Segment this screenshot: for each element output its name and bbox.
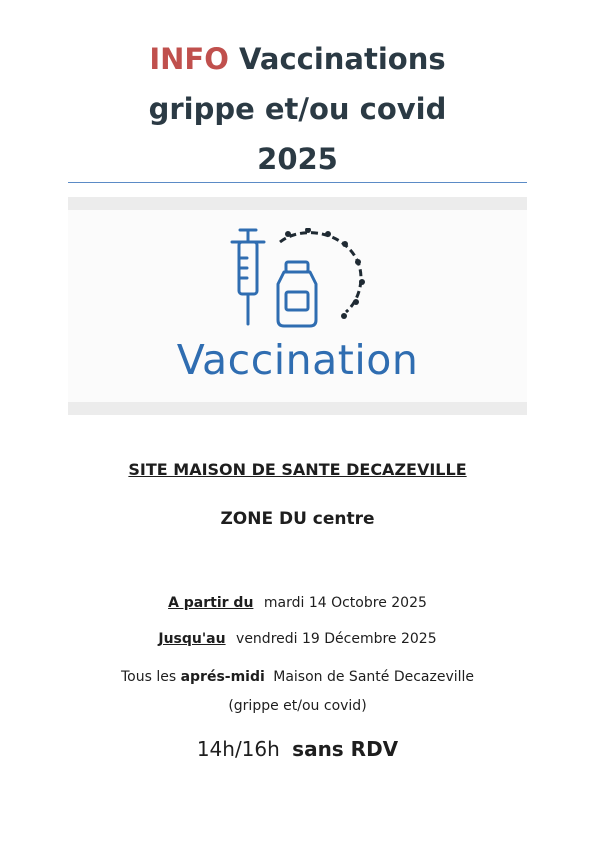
syringe-icon [232,230,264,324]
schedule-note: (grippe et/ou covid) [228,698,367,714]
banner-panel [68,210,527,402]
start-date-label: A partir du [168,595,254,611]
title-highlight: INFO [149,42,229,76]
start-date-line [0,595,595,611]
vaccination-logo [228,228,368,334]
site-title: SITE MAISON DE SANTE DECAZEVILLE [128,460,467,479]
title-rest: Vaccinations [239,42,446,76]
poster-title [0,34,595,184]
schedule-location: Maison de Santé Decazeville [273,669,475,685]
banner-word: Vaccination [176,336,419,384]
end-date-value: vendredi 19 Décembre 2025 [236,631,437,647]
title-line-2: grippe et/ou covid [148,92,447,126]
hours-line [0,737,595,761]
hours-value: 14h/16h [196,737,280,761]
schedule-line [0,669,595,685]
title-line-1 [0,34,595,84]
title-line-3: 2025 [257,142,338,176]
hours-note: sans RDV [292,737,399,761]
vial-icon [278,262,316,326]
schedule-prefix: Tous les [120,669,177,685]
start-date-value: mardi 14 Octobre 2025 [263,595,427,611]
schedule-afternoon: aprés-midi [180,669,265,685]
vaccination-banner [68,197,527,415]
end-date-line [0,631,595,647]
zone-title: ZONE DU centre [220,509,375,529]
title-divider [68,182,527,183]
end-date-label: Jusqu'au [158,631,226,647]
